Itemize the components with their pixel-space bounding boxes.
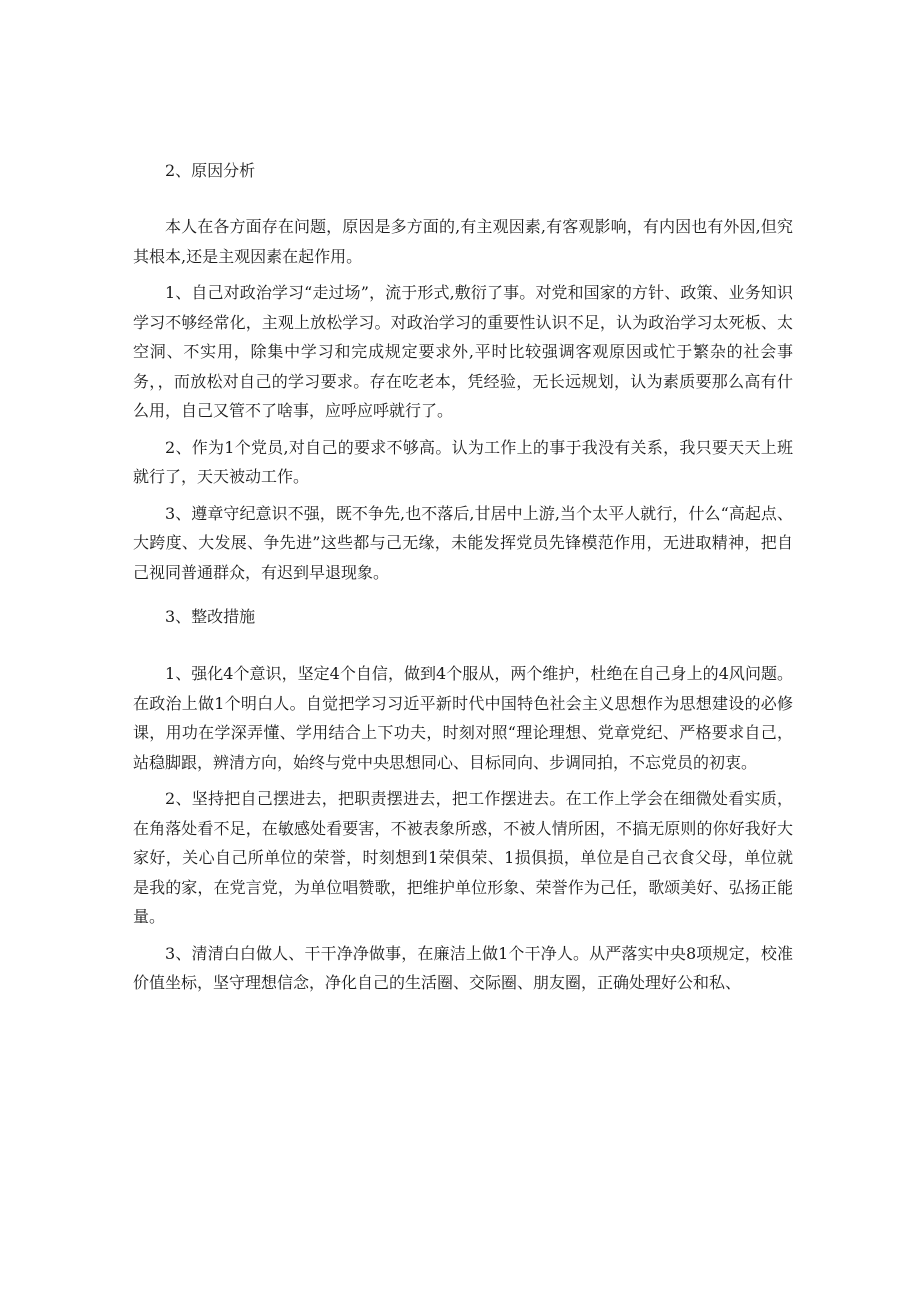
paragraph-measure-3: 3、清清白白做人、干干净净做事，在廉洁上做1个干净人。从严落实中央8项规定，校准价值坐标，坚守理想信念，净化自己的生活圈、交际圈、朋友圈，正确处理好公和私、 — [133, 943, 793, 992]
paragraph-cause-2: 2、作为1个党员,对自己的要求不够高。认为工作上的事于我没有关系，我只要天天上班就行了，天天被动工作。 — [133, 437, 793, 486]
section-heading-rectification: 3、整改措施 — [165, 607, 256, 626]
document-body — [133, 155, 793, 1005]
paragraph-cause-intro: 本人在各方面存在问题，原因是多方面的,有主观因素,有客观影响，有内因也有外因,但究其根本,还是主观因素在起作用。 — [133, 217, 793, 266]
section-heading-cause-analysis: 2、原因分析 — [165, 161, 256, 180]
paragraph-measure-1: 1、强化4个意识，坚定4个自信，做到4个服从，两个维护，杜绝在自己身上的4风问题。在政治上做1个明白人。自觉把学习习近平新时代中国特色社会主义思想作为思想建设的必修课，用功在学深弄懂、学用结合上下功夫，时刻对照“理论理想、党章党纪、严格要求自己，站稳脚跟，辨清方向，始终与党中央思想同心、目标同向、步调同拍，不忘党员的初衷。 — [133, 664, 793, 772]
paragraph-cause-3: 3、遵章守纪意识不强，既不争先,也不落后,甘居中上游,当个太平人就行，什么“高起点、大跨度、大发展、争先进”这些都与己无缘，未能发挥党员先锋模范作用，无进取精神，把自己视同普通群众，有迟到早退现象。 — [133, 503, 793, 582]
paragraph-cause-1: 1、自己对政治学习“走过场”，流于形式,敷衍了事。对党和国家的方针、政策、业务知识学习不够经常化，主观上放松学习。对政治学习的重要性认识不足，认为政治学习太死板、太空洞、不实用，除集中学习和完成规定要求外,平时比较强调客观原因或忙于繁杂的社会事务，，而放松对自己的学习要求。存在吃老本，凭经验，无长远规划，认为素质要那么高有什么用，自己又管不了啥事，应呼应呼就行了。 — [133, 283, 793, 420]
paragraph-measure-2: 2、坚持把自己摆进去，把职责摆进去，把工作摆进去。在工作上学会在细微处看实质，在角落处看不足，在敏感处看要害，不被表象所惑，不被人情所困，不搞无原则的你好我好大家好，关心自己所单位的荣誉，时刻想到1荣俱荣、1损俱损，单位是自己衣食父母，单位就是我的家，在党言党，为单位唱赞歌，把维护单位形象、荣誉作为己任，歌颂美好、弘扬正能量。 — [133, 789, 793, 926]
